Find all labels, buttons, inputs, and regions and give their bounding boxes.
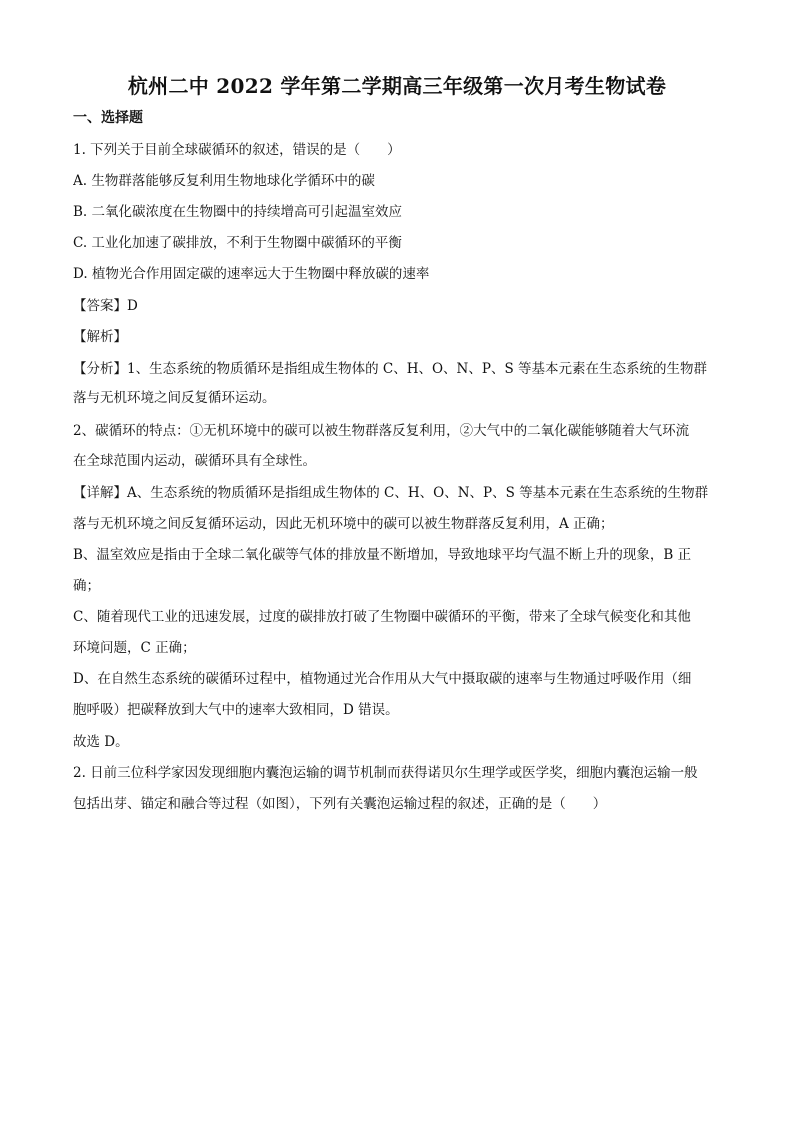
question-2-stem: 包括出芽、锚定和融合等过程（如图），下列有关囊泡运输过程的叙述，正确的是（ ） (73, 796, 607, 812)
analysis-line: B、温室效应是指由于全球二氧化碳等气体的排放量不断增加，导致地球平均气温不断上升的现象，B 正 (73, 547, 692, 563)
question-1-analysis-label: 【解析】 (73, 329, 127, 345)
section-heading: 一、选择题 (73, 110, 143, 126)
page-title: 杭州二中 2022 学年第二学期高三年级第一次月考生物试卷 (127, 74, 667, 98)
analysis-line: 【详解】A、生态系统的物质循环是指组成生物体的 C、H、O、N、P、S 等基本元素在生态系统的生物群 (73, 485, 709, 501)
analysis-line: 在全球范围内运动，碳循环具有全球性。 (73, 453, 316, 469)
question-2-stem: 2. 日前三位科学家因发现细胞内囊泡运输的调节机制而获得诺贝尔生理学或医学奖，细胞内囊泡运输一般 (73, 765, 698, 781)
question-1-option-a: A. 生物群落能够反复利用生物地球化学循环中的碳 (73, 173, 375, 189)
analysis-line: 落与无机环境之间反复循环运动，因此无机环境中的碳可以被生物群落反复利用，A 正确； (73, 516, 614, 532)
analysis-line: 胞呼吸）把碳释放到大气中的速率大致相同，D 错误。 (73, 702, 399, 718)
analysis-line: C、随着现代工业的迅速发展，过度的碳排放打破了生物圈中碳循环的平衡，带来了全球气候变化和其他 (73, 609, 691, 625)
analysis-line: 落与无机环境之间反复循环运动。 (73, 390, 276, 406)
question-1-option-c: C. 工业化加速了碳排放，不利于生物圈中碳循环的平衡 (73, 235, 402, 251)
analysis-line: D、在自然生态系统的碳循环过程中，植物通过光合作用从大气中摄取碳的速率与生物通过呼吸作用（细 (73, 671, 692, 687)
question-1-answer: 【答案】D (73, 298, 138, 314)
question-1-option-d: D. 植物光合作用固定碳的速率远大于生物圈中释放碳的速率 (73, 266, 430, 282)
analysis-line: 环境问题，C 正确； (73, 640, 196, 656)
analysis-line: 2、碳循环的特点：①无机环境中的碳可以被生物群落反复利用，②大气中的二氧化碳能够随着大气环流 (73, 423, 690, 439)
question-1-stem: 1. 下列关于目前全球碳循环的叙述，错误的是（ ） (73, 142, 401, 158)
question-1-option-b: B. 二氧化碳浓度在生物圈中的持续增高可引起温室效应 (73, 204, 403, 220)
analysis-line: 确； (73, 578, 100, 594)
analysis-line: 【分析】1、生态系统的物质循环是指组成生物体的 C、H、O、N、P、S 等基本元素在生态系统的生物群 (73, 361, 707, 377)
analysis-conclusion: 故选 D。 (73, 734, 129, 750)
